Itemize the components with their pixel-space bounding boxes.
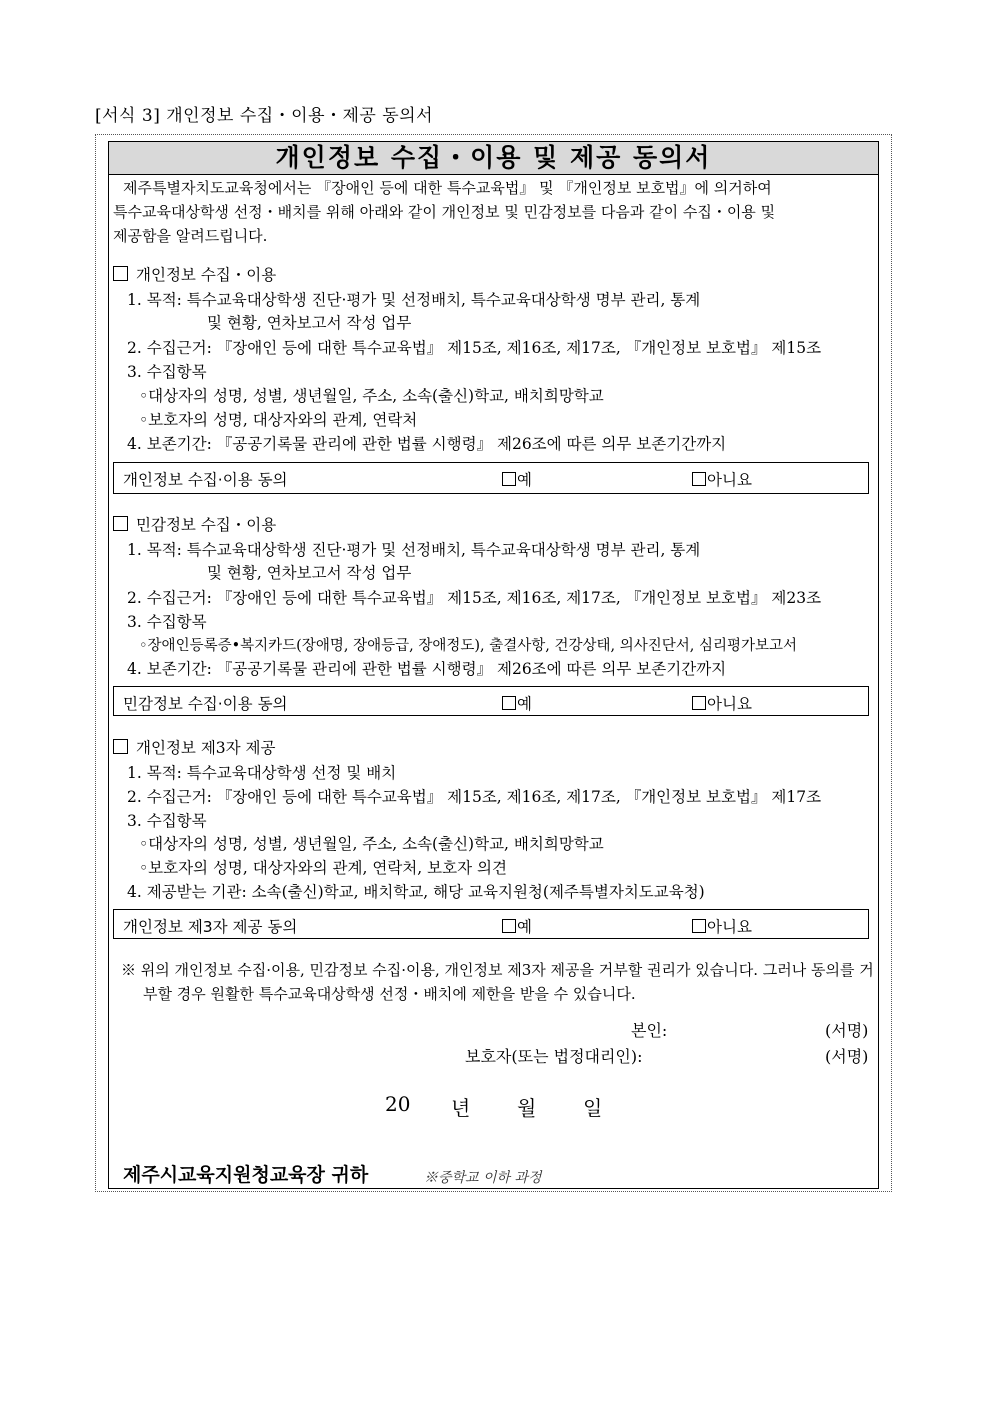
date-day: 일 bbox=[583, 1096, 603, 1120]
checkbox-icon bbox=[502, 919, 516, 933]
square-icon bbox=[113, 516, 128, 531]
list-item: 1. 목적: 특수교육대상학생 선정 및 배치 bbox=[127, 764, 397, 782]
consent-label: 개인정보 제3자 제공 동의 bbox=[123, 918, 298, 936]
list-item: 4. 보존기간: 『공공기록물 관리에 관한 법률 시행령』 제26조에 따른 의무 보존기간까지 bbox=[127, 435, 727, 453]
date-month: 월 bbox=[517, 1096, 537, 1120]
list-item: 2. 수집근거: 『장애인 등에 대한 특수교육법』 제15조, 제16조, 제17조, 『개인정보 보호법』 제15조 bbox=[127, 339, 822, 357]
no-label: 아니요 bbox=[707, 471, 752, 489]
list-item: 1. 목적: 특수교육대상학생 진단·평가 및 선정배치, 특수교육대상학생 명부 관리, 통계 bbox=[127, 291, 701, 309]
page-title: 개인정보 수집・이용 및 제공 동의서 bbox=[109, 142, 878, 175]
refusal-notice: ※ 위의 개인정보 수집·이용, 민감정보 수집·이용, 개인정보 제3자 제공을 거부할 권리가 있습니다. 그러나 동의를 거부할 경우 원활한 특수교육대상학생 선정・배치에 제한을 받을 수 있습니다. bbox=[121, 961, 874, 1003]
consent-no-checkbox[interactable] bbox=[692, 692, 752, 714]
no-label: 아니요 bbox=[707, 695, 752, 713]
list-item: 3. 수집항목 bbox=[127, 363, 207, 381]
consent-row-third-party bbox=[113, 909, 869, 939]
list-item: 4. 제공받는 기관: 소속(출신)학교, 배치학교, 해당 교육지원청(제주특별자치도교육청) bbox=[127, 883, 705, 901]
intro-text bbox=[113, 176, 877, 248]
section-heading-text: 민감정보 수집・이용 bbox=[136, 516, 277, 534]
section-heading bbox=[113, 514, 276, 536]
checkbox-icon bbox=[502, 696, 516, 710]
date-year: 년 bbox=[451, 1096, 471, 1120]
list-item: 4. 보존기간: 『공공기록물 관리에 관한 법률 시행령』 제26조에 따른 의무 보존기간까지 bbox=[127, 660, 727, 678]
consent-no-checkbox[interactable] bbox=[692, 915, 752, 937]
self-sign-label: 본인: bbox=[631, 1021, 668, 1040]
sub-item: ◦대상자의 성명, 성별, 생년월일, 주소, 소속(출신)학교, 배치희망학교 bbox=[139, 387, 604, 405]
list-item: 3. 수집항목 bbox=[127, 613, 207, 631]
list-item: 2. 수집근거: 『장애인 등에 대한 특수교육법』 제15조, 제16조, 제17조, 『개인정보 보호법』 제17조 bbox=[127, 788, 822, 806]
list-item: 2. 수집근거: 『장애인 등에 대한 특수교육법』 제15조, 제16조, 제17조, 『개인정보 보호법』 제23조 bbox=[127, 589, 822, 607]
self-signature-field[interactable]: (서명) bbox=[825, 1021, 869, 1040]
consent-row-personal bbox=[113, 462, 869, 494]
list-item: 3. 수집항목 bbox=[127, 812, 207, 830]
date-year-prefix: 20 bbox=[385, 1092, 411, 1116]
consent-yes-checkbox[interactable] bbox=[502, 915, 532, 937]
checkbox-icon bbox=[692, 696, 706, 710]
square-icon bbox=[113, 739, 128, 754]
consent-row-sensitive bbox=[113, 686, 869, 716]
yes-label: 예 bbox=[517, 471, 532, 489]
list-item-continuation: 및 현황, 연차보고서 작성 업무 bbox=[207, 314, 412, 332]
consent-label: 개인정보 수집·이용 동의 bbox=[123, 471, 288, 489]
consent-no-checkbox[interactable] bbox=[692, 468, 752, 490]
sub-item: ◦보호자의 성명, 대상자와의 관계, 연락처, 보호자 의견 bbox=[139, 859, 507, 877]
consent-yes-checkbox[interactable] bbox=[502, 692, 532, 714]
checkbox-icon bbox=[692, 472, 706, 486]
section-heading bbox=[113, 264, 276, 286]
recipient-note: ※중학교 이하 과정 bbox=[424, 1170, 542, 1186]
yes-label: 예 bbox=[517, 918, 532, 936]
sub-item: ◦보호자의 성명, 대상자와의 관계, 연락처 bbox=[139, 411, 418, 429]
consent-label: 민감정보 수집·이용 동의 bbox=[123, 695, 288, 713]
section-heading-text: 개인정보 제3자 제공 bbox=[136, 739, 276, 757]
list-item: 1. 목적: 특수교육대상학생 진단·평가 및 선정배치, 특수교육대상학생 명부 관리, 통계 bbox=[127, 541, 701, 559]
square-icon bbox=[113, 266, 128, 281]
checkbox-icon bbox=[692, 919, 706, 933]
consent-yes-checkbox[interactable] bbox=[502, 468, 532, 490]
checkbox-icon bbox=[502, 472, 516, 486]
sub-item: ◦대상자의 성명, 성별, 생년월일, 주소, 소속(출신)학교, 배치희망학교 bbox=[139, 835, 604, 853]
intro-line: 제공함을 알려드립니다. bbox=[113, 227, 268, 245]
consent-form bbox=[108, 141, 879, 1189]
yes-label: 예 bbox=[517, 695, 532, 713]
guardian-signature-field[interactable]: (서명) bbox=[825, 1047, 869, 1066]
section-heading-text: 개인정보 수집・이용 bbox=[136, 266, 277, 284]
recipient: 제주시교육지원청교육장 귀하 bbox=[123, 1164, 369, 1186]
section-heading bbox=[113, 737, 276, 759]
guardian-sign-label: 보호자(또는 법정대리인): bbox=[465, 1047, 643, 1066]
form-label: [서식 3] 개인정보 수집・이용・제공 동의서 bbox=[95, 106, 434, 126]
no-label: 아니요 bbox=[707, 918, 752, 936]
intro-line: 특수교육대상학생 선정・배치를 위해 아래와 같이 개인정보 및 민감정보를 다음과 같이 수집・이용 및 bbox=[113, 203, 776, 221]
sub-item: ◦장애인등록증•복지카드(장애명, 장애등급, 장애정도), 출결사항, 건강상태, 의사진단서, 심리평가보고서 bbox=[139, 638, 798, 654]
intro-line: 제주특별자치도교육청에서는 『장애인 등에 대한 특수교육법』 및 『개인정보 보호법』에 의거하여 bbox=[123, 179, 772, 197]
list-item-continuation: 및 현황, 연차보고서 작성 업무 bbox=[207, 564, 412, 582]
